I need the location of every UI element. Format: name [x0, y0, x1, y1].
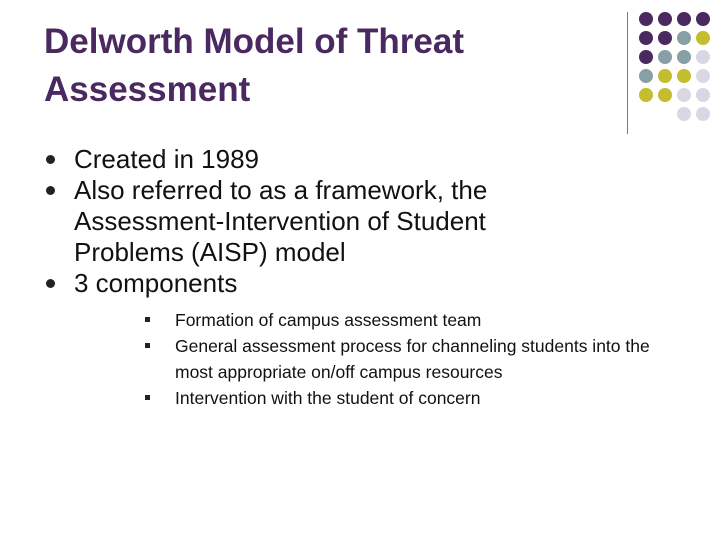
decor-dot — [677, 50, 691, 64]
decor-dot — [677, 88, 691, 102]
bullet-list — [44, 144, 684, 411]
decor-dot — [658, 69, 672, 83]
bullet-item — [44, 144, 684, 175]
decor-dot — [639, 50, 653, 64]
decor-dot — [658, 50, 672, 64]
bullet-text: Created in 1989 — [74, 144, 260, 174]
slide-title: Delworth Model of Threat Assessment — [44, 22, 464, 109]
square-bullet-icon — [145, 317, 150, 322]
bullet-dot-icon — [46, 186, 55, 195]
decor-dot — [658, 31, 672, 45]
bullet-text: Also referred to as a framework, the Assessment-Intervention of Student Problems (AISP) model — [74, 175, 488, 267]
bullet-text: 3 components — [74, 268, 238, 298]
bullet-dot-icon — [46, 155, 55, 164]
decor-dot — [696, 50, 710, 64]
decor-dot — [696, 31, 710, 45]
bullet-item — [44, 268, 684, 411]
decor-dot — [639, 31, 653, 45]
bullet-item — [44, 175, 684, 268]
sub-bullet-item — [145, 385, 655, 411]
decor-dot — [696, 12, 710, 26]
square-bullet-icon — [145, 343, 150, 348]
sub-bullet-text: Intervention with the student of concern — [175, 388, 481, 408]
decor-dot — [677, 107, 691, 121]
decor-dot — [696, 88, 710, 102]
decor-dot — [639, 12, 653, 26]
sub-bullet-list — [74, 307, 684, 411]
decor-dot — [677, 12, 691, 26]
decor-dot — [696, 69, 710, 83]
decor-dot — [677, 31, 691, 45]
decor-dot — [677, 69, 691, 83]
decor-dot — [658, 12, 672, 26]
sub-bullet-item — [145, 333, 655, 385]
square-bullet-icon — [145, 395, 150, 400]
sub-bullet-text: Formation of campus assessment team — [175, 310, 482, 330]
bullet-dot-icon — [46, 279, 55, 288]
decor-dot — [658, 88, 672, 102]
decor-dot — [639, 69, 653, 83]
sub-bullet-text: General assessment process for channeling students into the most appropriate on/off campus resources — [175, 336, 650, 382]
decorative-dot-grid — [0, 0, 720, 140]
sub-bullet-item — [145, 307, 655, 333]
decor-dot — [639, 88, 653, 102]
decor-dot — [696, 107, 710, 121]
